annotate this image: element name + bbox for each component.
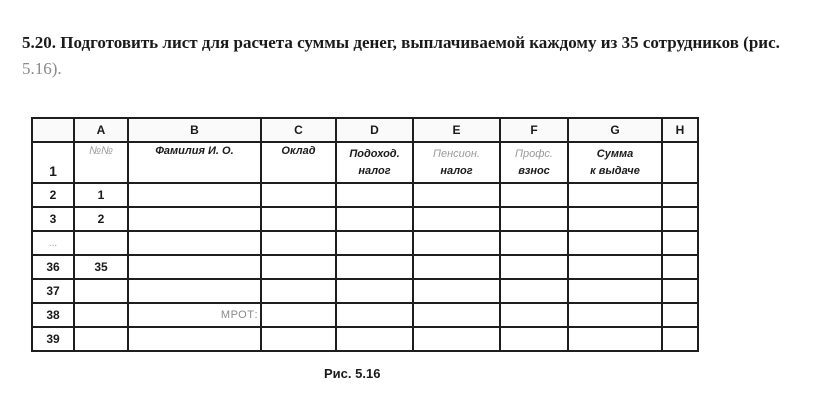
cell xyxy=(261,255,336,279)
cell xyxy=(568,327,662,351)
header-line-2: к выдаче xyxy=(590,164,640,177)
cell xyxy=(413,255,500,279)
cell xyxy=(500,255,568,279)
cell xyxy=(500,279,568,303)
cell xyxy=(500,183,568,207)
table-row xyxy=(32,279,698,303)
table-row xyxy=(32,207,698,231)
cell xyxy=(128,231,261,255)
cell xyxy=(336,327,413,351)
cell xyxy=(336,231,413,255)
figure-reference: 5.16). xyxy=(22,59,62,78)
cell xyxy=(413,231,500,255)
table-row xyxy=(32,303,698,327)
cell xyxy=(128,279,261,303)
header-line-1: Подоход. xyxy=(349,147,400,160)
cell xyxy=(261,327,336,351)
column-header-h: H xyxy=(662,118,698,142)
cell xyxy=(662,207,698,231)
header-line-2: налог xyxy=(440,164,473,177)
column-header-e: E xyxy=(413,118,500,142)
header-cell-number: №№ xyxy=(74,142,128,183)
cell xyxy=(261,279,336,303)
row-number: 38 xyxy=(32,303,74,327)
row-number: 36 xyxy=(32,255,74,279)
header-line-1: Пенсион. xyxy=(433,147,480,160)
cell xyxy=(568,183,662,207)
cell xyxy=(500,327,568,351)
cell xyxy=(662,183,698,207)
column-header-g: G xyxy=(568,118,662,142)
row-number: 37 xyxy=(32,279,74,303)
cell-number xyxy=(74,231,128,255)
cell xyxy=(568,255,662,279)
cell-number: 2 xyxy=(74,207,128,231)
cell xyxy=(662,255,698,279)
cell xyxy=(662,142,698,183)
column-header-f: F xyxy=(500,118,568,142)
header-line-2: взнос xyxy=(518,164,550,177)
column-header-row xyxy=(32,118,698,142)
header-line-2: налог xyxy=(358,164,391,177)
header-row xyxy=(32,142,698,183)
cell-number xyxy=(74,327,128,351)
task-body: Подготовить лист для расчета суммы денег, выплачиваемой каждому из 35 сотрудников (рис. xyxy=(60,33,780,52)
table-row xyxy=(32,327,698,351)
cell xyxy=(128,183,261,207)
cell xyxy=(261,231,336,255)
spreadsheet-figure xyxy=(31,117,699,352)
header-line-1: Сумма xyxy=(596,147,634,160)
cell xyxy=(413,183,500,207)
cell xyxy=(662,327,698,351)
cell-number xyxy=(74,279,128,303)
figure-caption: Рис. 5.16 xyxy=(324,366,381,381)
task-number: 5.20. xyxy=(22,33,56,52)
cell xyxy=(413,303,500,327)
mrot-value-cell xyxy=(261,303,336,327)
header-cell-salary: Оклад xyxy=(261,142,336,183)
cell xyxy=(261,207,336,231)
cell-number: 35 xyxy=(74,255,128,279)
mrot-label: МРОТ: xyxy=(128,303,261,327)
table-row xyxy=(32,255,698,279)
cell xyxy=(662,231,698,255)
cell xyxy=(128,327,261,351)
cell xyxy=(413,207,500,231)
table-row xyxy=(32,183,698,207)
cell xyxy=(336,279,413,303)
row-number: 39 xyxy=(32,327,74,351)
column-header-b: B xyxy=(128,118,261,142)
cell xyxy=(500,303,568,327)
cell xyxy=(568,207,662,231)
row-number: ... xyxy=(32,231,74,255)
cell-number xyxy=(74,303,128,327)
header-cell-name: Фамилия И. О. xyxy=(128,142,261,183)
column-header-a: A xyxy=(74,118,128,142)
cell xyxy=(568,231,662,255)
table-row xyxy=(32,231,698,255)
row-number: 2 xyxy=(32,183,74,207)
cell xyxy=(662,303,698,327)
cell xyxy=(413,327,500,351)
cell xyxy=(128,255,261,279)
header-cell-income-tax xyxy=(336,142,413,183)
cell xyxy=(568,303,662,327)
header-cell-union-fee xyxy=(500,142,568,183)
cell xyxy=(500,231,568,255)
cell xyxy=(336,303,413,327)
cell xyxy=(413,279,500,303)
column-header-c: C xyxy=(261,118,336,142)
header-cell-amount-due xyxy=(568,142,662,183)
cell xyxy=(500,207,568,231)
cell xyxy=(261,183,336,207)
corner-cell xyxy=(32,118,74,142)
cell xyxy=(336,183,413,207)
cell-number: 1 xyxy=(74,183,128,207)
row-number: 1 xyxy=(32,142,74,183)
row-number: 3 xyxy=(32,207,74,231)
header-line-1: Профс. xyxy=(515,147,553,160)
cell xyxy=(568,279,662,303)
cell xyxy=(662,279,698,303)
cell xyxy=(336,255,413,279)
task-text xyxy=(22,30,792,82)
header-cell-pension-tax xyxy=(413,142,500,183)
cell xyxy=(336,207,413,231)
cell xyxy=(128,207,261,231)
column-header-d: D xyxy=(336,118,413,142)
